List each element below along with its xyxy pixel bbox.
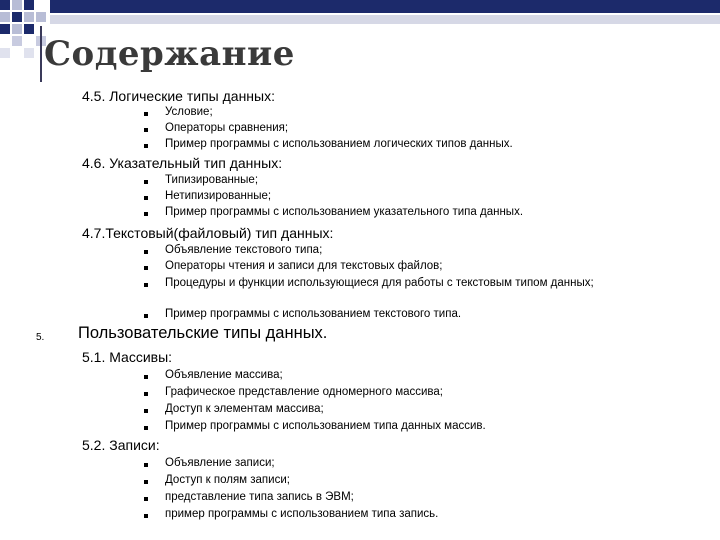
bullet-icon	[144, 128, 148, 132]
bullet-icon	[144, 112, 148, 116]
section-heading: 5.1. Массивы:	[82, 349, 173, 365]
bullet-icon	[144, 463, 148, 467]
list-item: Пример программы с использованием типа данных массив.	[165, 420, 486, 432]
bullet-icon	[144, 283, 148, 287]
section-heading: 4.6. Указательный тип данных:	[82, 155, 283, 171]
chapter-title: Пользовательские типы данных.	[78, 324, 328, 342]
list-item: Операторы чтения и записи для текстовых файлов;	[165, 260, 443, 272]
bullet-icon	[144, 497, 148, 501]
list-item: Нетипизированные;	[165, 190, 272, 202]
bullet-icon	[144, 180, 148, 184]
list-item: Графическое представление одномерного массива;	[165, 386, 443, 398]
bullet-icon	[144, 514, 148, 518]
bullet-icon	[144, 144, 148, 148]
list-item: Объявление текстового типа;	[165, 244, 323, 256]
list-item: Доступ к элементам массива;	[165, 403, 324, 415]
list-item: Типизированные;	[165, 174, 259, 186]
bullet-icon	[144, 250, 148, 254]
section-heading: 4.7.Текстовый(файловый) тип данных:	[82, 225, 334, 241]
list-item: Пример программы с использованием текстового типа.	[165, 308, 462, 320]
list-item: Условие;	[165, 106, 213, 118]
list-item: Процедуры и функции использующиеся для работы с текстовым типом данных;	[165, 277, 594, 289]
bullet-icon	[144, 314, 148, 318]
bullet-icon	[144, 375, 148, 379]
bullet-icon	[144, 409, 148, 413]
bullet-icon	[144, 392, 148, 396]
list-item: Объявление записи;	[165, 457, 275, 469]
section-heading: 5.2. Записи:	[82, 437, 160, 453]
list-item: пример программы с использованием типа запись.	[165, 508, 439, 520]
bullet-icon	[144, 426, 148, 430]
list-item: Пример программы с использованием логических типов данных.	[165, 138, 513, 150]
list-item: Операторы сравнения;	[165, 122, 289, 134]
list-item: Объявление массива;	[165, 369, 283, 381]
bullet-icon	[144, 480, 148, 484]
chapter-number: 5.	[36, 332, 45, 343]
bullet-icon	[144, 196, 148, 200]
list-item: Пример программы с использованием указательного типа данных.	[165, 206, 524, 218]
bullet-icon	[144, 266, 148, 270]
page-title: Содержание	[44, 34, 295, 74]
section-heading: 4.5. Логические типы данных:	[82, 88, 275, 104]
bullet-icon	[144, 212, 148, 216]
list-item: представление типа запись в ЭВМ;	[165, 491, 354, 503]
list-item: Доступ к полям записи;	[165, 474, 290, 486]
